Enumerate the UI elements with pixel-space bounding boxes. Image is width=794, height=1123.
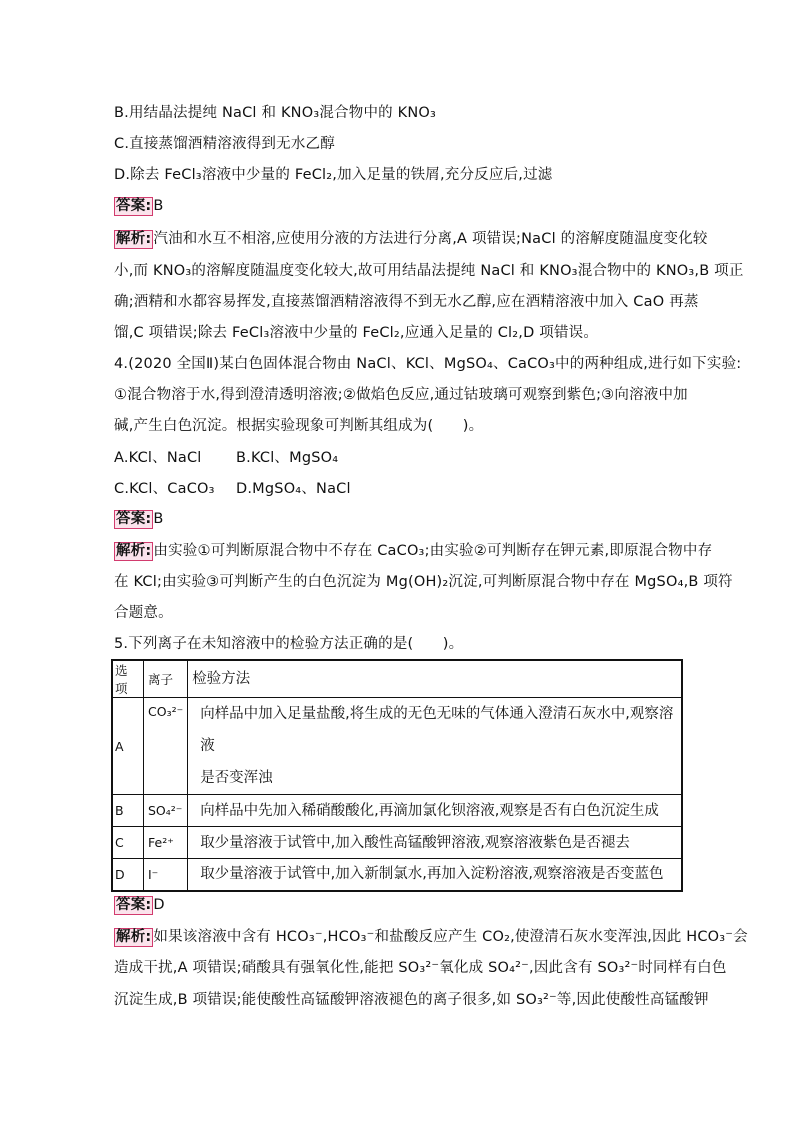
option-d: D.MgSO₄、NaCl (236, 481, 351, 497)
answer-3 (114, 896, 165, 915)
explanation-label: 解析: (116, 231, 152, 247)
question-4-line-1: 4.(2020 全国Ⅱ)某白色固体混合物由 NaCl、KCl、MgSO₄、CaCO₃中的两种组成,进行如下实验: (114, 356, 742, 372)
option-c: C.直接蒸馏酒精溶液得到无水乙醇 (114, 136, 335, 152)
header-ion: 离子 (144, 660, 188, 698)
explanation-1-line-2: 小,而 KNO₃的溶解度随温度变化较大,故可用结晶法提纯 NaCl 和 KNO₃混合物中的 KNO₃,B 项正 (114, 263, 744, 279)
question-4-options-row-1 (114, 449, 358, 467)
explanation-label: 解析: (116, 929, 152, 945)
option-a: A.KCl、NaCl (114, 450, 202, 466)
explanation-1-line-1 (114, 230, 708, 249)
answer-value: B (153, 198, 164, 214)
explanation-label: 解析: (116, 543, 152, 559)
answer-2 (114, 510, 164, 529)
row-option: B (112, 795, 144, 827)
row-method: 取少量溶液于试管中,加入酸性高锰酸钾溶液,观察溶液紫色是否褪去 (188, 827, 682, 859)
row-ion: I⁻ (144, 859, 188, 891)
explanation-text: 如果该溶液中含有 HCO₃⁻,HCO₃⁻和盐酸反应产生 CO₂,使澄清石灰水变浑浊,因此 HCO₃⁻会 (153, 929, 748, 945)
row-method (188, 698, 682, 795)
explanation-3-line-3: 沉淀生成,B 项错误;能使酸性高锰酸钾溶液褪色的离子很多,如 SO₃²⁻等,因此使酸性高锰酸钾 (114, 992, 709, 1008)
header-method: 检验方法 (188, 660, 682, 698)
option-b: B.KCl、MgSO₄ (236, 450, 339, 466)
explanation-text: 由实验①可判断原混合物中不存在 CaCO₃;由实验②可判断存在钾元素,即原混合物中存 (153, 543, 713, 559)
table-row (112, 698, 682, 795)
explanation-2-line-2: 在 KCl;由实验③可判断产生的白色沉淀为 Mg(OH)₂沉淀,可判断原混合物中存在 MgSO₄,B 项符 (114, 574, 733, 590)
row-ion: Fe²⁺ (144, 827, 188, 859)
answer-value: B (153, 511, 164, 527)
answer-value: D (153, 897, 165, 913)
question-4-options-row-2 (114, 480, 358, 498)
method-line: 是否变浑浊 (200, 770, 273, 786)
option-c: C.KCl、CaCO₃ (114, 481, 215, 497)
row-option: D (112, 859, 144, 891)
explanation-1-line-4: 馏,C 项错误;除去 FeCl₃溶液中少量的 FeCl₂,应通入足量的 Cl₂,D 项错误。 (114, 325, 599, 341)
row-ion: SO₄²⁻ (144, 795, 188, 827)
question-5: 5.下列离子在未知溶液中的检验方法正确的是( )。 (114, 636, 464, 652)
row-ion: CO₃²⁻ (144, 698, 188, 795)
explanation-3-line-2: 造成干扰,A 项错误;硝酸具有强氧化性,能把 SO₃²⁻氧化成 SO₄²⁻,因此含有 SO₃²⁻时同样有白色 (114, 960, 727, 976)
explanation-1-line-3: 确;酒精和水都容易挥发,直接蒸馏酒精溶液得不到无水乙醇,应在酒精溶液中加入 CaO 再蒸 (114, 294, 699, 310)
table-row (112, 795, 682, 827)
table-header-row (112, 660, 682, 698)
explanation-text: 汽油和水互不相溶,应使用分液的方法进行分离,A 项错误;NaCl 的溶解度随温度变化较 (153, 231, 708, 247)
answer-label: 答案: (116, 897, 152, 913)
row-method: 取少量溶液于试管中,加入新制氯水,再加入淀粉溶液,观察溶液是否变蓝色 (188, 859, 682, 891)
explanation-3-line-1 (114, 928, 748, 947)
method-line: 向样品中加入足量盐酸,将生成的无色无味的气体通入澄清石灰水中,观察溶液 (200, 706, 674, 754)
explanation-2-line-1 (114, 542, 712, 561)
row-option: C (112, 827, 144, 859)
explanation-2-line-3: 合题意。 (114, 605, 173, 621)
table-row (112, 827, 682, 859)
row-method: 向样品中先加入稀硝酸酸化,再滴加氯化钡溶液,观察是否有白色沉淀生成 (188, 795, 682, 827)
option-b: B.用结晶法提纯 NaCl 和 KNO₃混合物中的 KNO₃ (114, 105, 437, 121)
answer-1 (114, 197, 164, 216)
answer-label: 答案: (116, 198, 152, 214)
option-d: D.除去 FeCl₃溶液中少量的 FeCl₂,加入足量的铁屑,充分反应后,过滤 (114, 167, 553, 183)
question-4-line-3: 碱,产生白色沉淀。根据实验现象可判断其组成为( )。 (114, 418, 484, 434)
answer-label: 答案: (116, 511, 152, 527)
header-option: 选项 (112, 660, 144, 698)
table-row (112, 859, 682, 891)
row-option: A (112, 698, 144, 795)
question-4-line-2: ①混合物溶于水,得到澄清透明溶液;②做焰色反应,通过钴玻璃可观察到紫色;③向溶液中加 (114, 387, 688, 403)
ion-test-table (111, 659, 683, 892)
